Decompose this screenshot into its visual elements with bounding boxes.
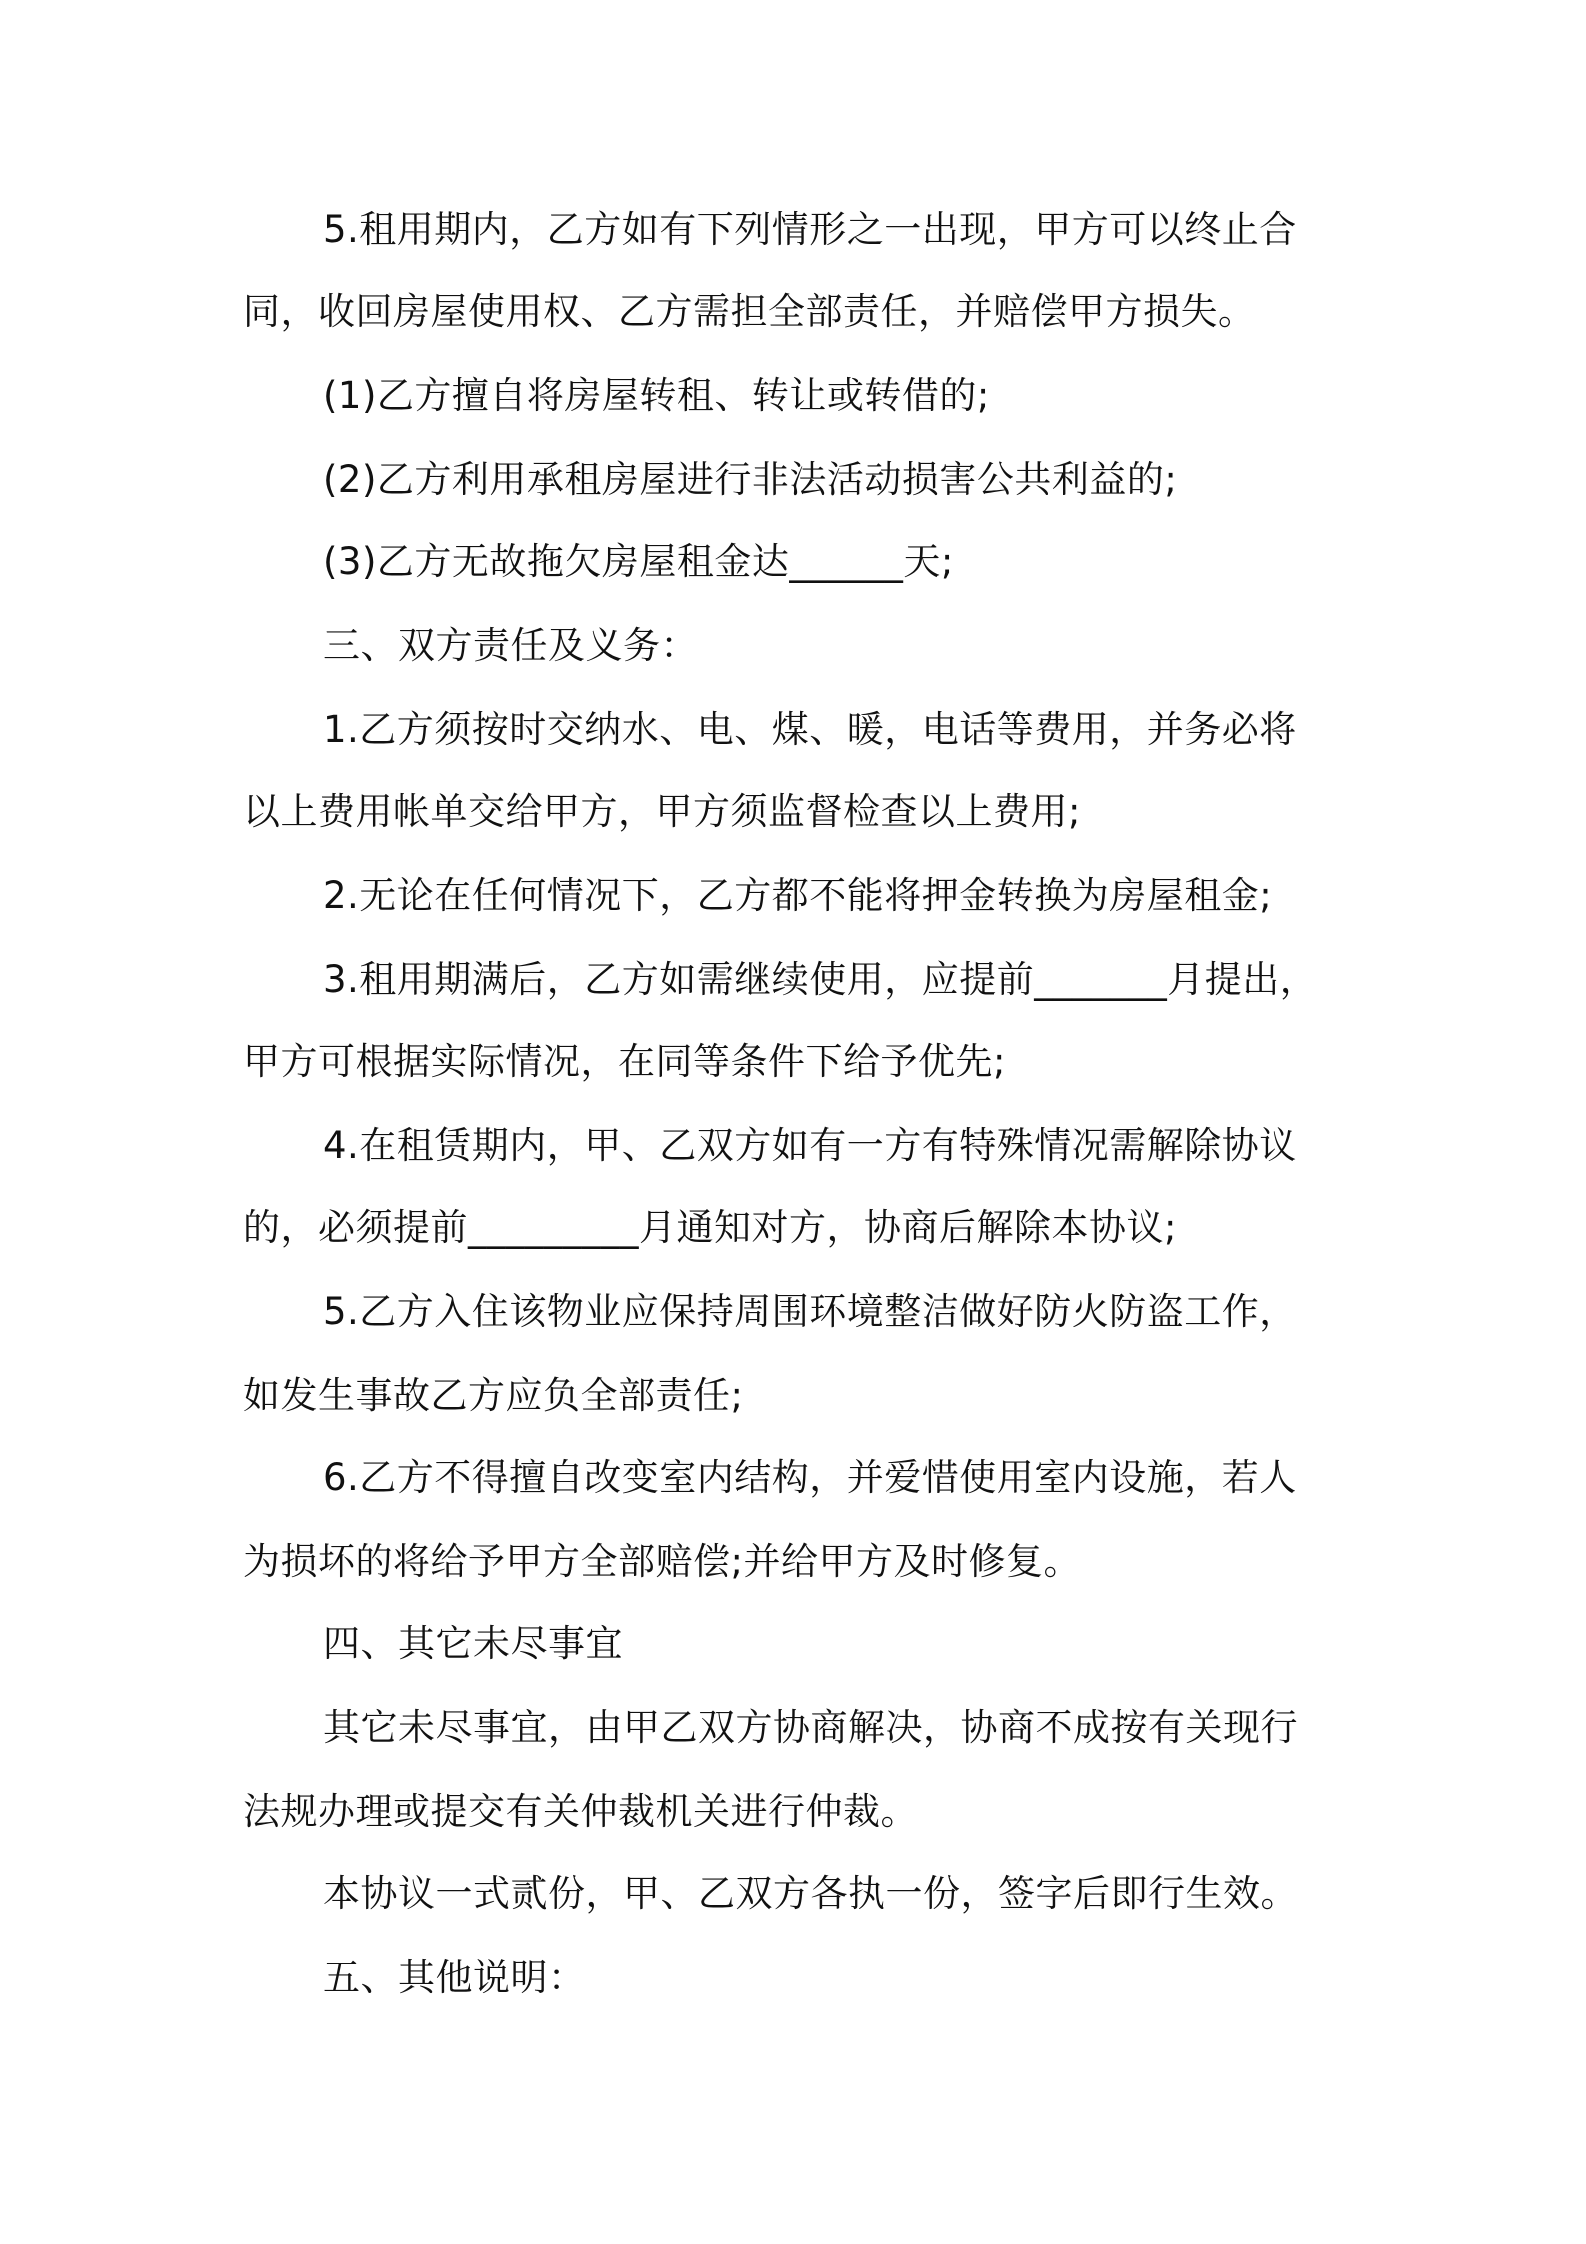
duty-5-line-1: 5.乙方入住该物业应保持周围环境整洁做好防火防盗工作， [323,1290,1297,1333]
section-3-heading: 三、双方责任及义务： [323,624,698,667]
section-4-body-line-1: 其它未尽事宜，由甲乙双方协商解决，协商不成按有关现行 [323,1706,1298,1749]
duty-3-line-1: 3.租用期满后，乙方如需继续使用，应提前_______月提出， [323,958,1318,1001]
duty-4-line-2: 的，必须提前_________月通知对方，协商后解除本协议; [243,1206,1177,1249]
clause-5-termination-line-2: 同，收回房屋使用权、乙方需担全部责任，并赔偿甲方损失。 [243,290,1256,333]
duty-1-line-1: 1.乙方须按时交纳水、电、煤、暖，电话等费用，并务必将 [323,708,1297,751]
clause-5-item-2: (2)乙方利用承租房屋进行非法活动损害公共利益的; [323,458,1178,501]
duty-6-line-1: 6.乙方不得擅自改变室内结构，并爱惜使用室内设施，若人 [323,1456,1297,1499]
section-5-heading: 五、其他说明： [323,1956,586,1999]
clause-5-item-1: (1)乙方擅自将房屋转租、转让或转借的; [323,374,990,417]
duty-4-line-1: 4.在租赁期内，甲、乙双方如有一方有特殊情况需解除协议 [323,1124,1297,1167]
duty-5-line-2: 如发生事故乙方应负全部责任; [243,1374,744,1417]
duty-1-line-2: 以上费用帐单交给甲方，甲方须监督检查以上费用; [243,790,1081,833]
duty-2: 2.无论在任何情况下，乙方都不能将押金转换为房屋租金; [323,874,1273,917]
duty-3-line-2: 甲方可根据实际情况，在同等条件下给予优先; [243,1040,1006,1083]
section-4-body-line-2: 法规办理或提交有关仲裁机关进行仲裁。 [243,1790,918,1833]
clause-5-termination-line-1: 5.租用期内，乙方如有下列情形之一出现，甲方可以终止合 [323,208,1297,251]
agreement-copies-statement: 本协议一式贰份，甲、乙双方各执一份，签字后即行生效。 [323,1872,1298,1915]
clause-5-item-3: (3)乙方无故拖欠房屋租金达______天; [323,540,954,583]
duty-6-line-2: 为损坏的将给予甲方全部赔偿;并给甲方及时修复。 [243,1540,1081,1583]
section-4-heading: 四、其它未尽事宜 [323,1622,623,1665]
